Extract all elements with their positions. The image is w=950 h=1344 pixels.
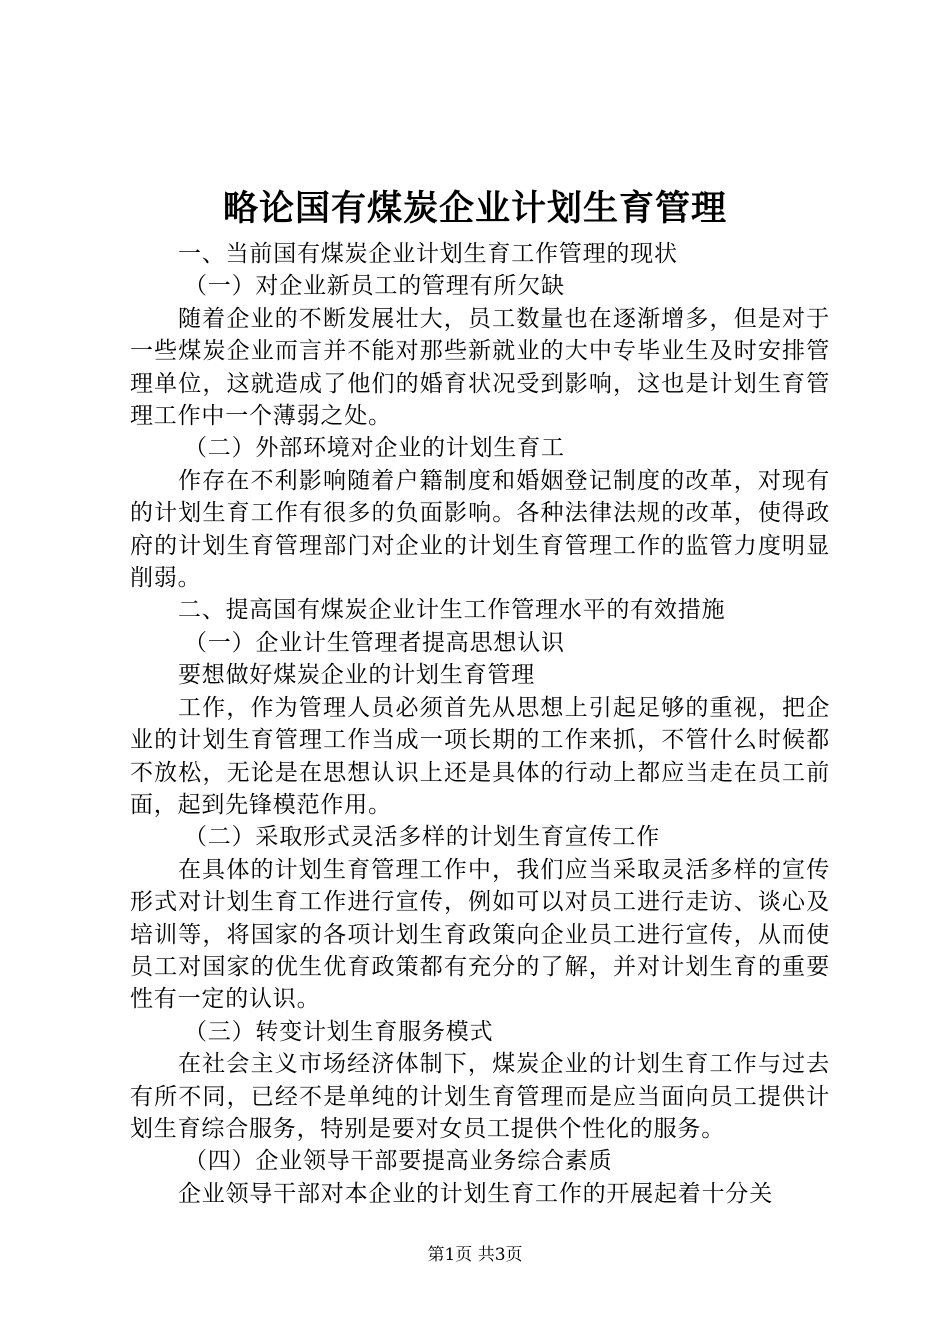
body-paragraph: 在社会主义市场经济体制下，煤炭企业的计划生育工作与过去有所不同，已经不是单纯的计划生育管理而是应当面向员工提供计划生育综合服务，特别是要对女员工提供个性化的服务。 [130,1051,830,1142]
body-paragraph: 作存在不利影响随着户籍制度和婚姻登记制度的改革，对现有的计划生育工作有很多的负面影响。各种法律法规的改革，使得政府的计划生育管理部门对企业的计划生育管理工作的监管力度明显削弱。 [130,467,830,592]
subsection-heading: （三）转变计划生育服务模式 [184,1018,494,1045]
body-paragraph: 随着企业的不断发展壮大，员工数量也在逐渐增多，但是对于一些煤炭企业而言并不能对那些新就业的大中专毕业生及时安排管理单位，这就造成了他们的婚育状况受到影响，这也是计划生育管理工作中一个薄弱之处。 [130,305,830,430]
subsection-heading: （二）采取形式灵活多样的计划生育宣传工作 [184,824,660,851]
section-heading: 二、提高国有煤炭企业计生工作管理水平的有效措施 [178,597,726,624]
body-paragraph: 要想做好煤炭企业的计划生育管理 [178,662,535,689]
subsection-heading: （二）外部环境对企业的计划生育工 [184,435,565,462]
subsection-heading: （四）企业领导干部要提高业务综合素质 [184,1148,613,1175]
subsection-heading: （一）对企业新员工的管理有所欠缺 [184,273,565,300]
subsection-heading: （一）企业计生管理者提高思想认识 [184,629,565,656]
section-heading: 一、当前国有煤炭企业计划生育工作管理的现状 [178,241,678,267]
page-footer: 第1页 共3页 [427,1245,523,1265]
body-paragraph: 企业领导干部对本企业的计划生育工作的开展起着十分关 [178,1180,773,1207]
body-paragraph: 在具体的计划生育管理工作中，我们应当采取灵活多样的宣传形式对计划生育工作进行宣传，例如可以对员工进行走访、谈心及培训等，将国家的各项计划生育政策向企业员工进行宣传，从而使员工对国家的优生优育政策都有充分的了解，并对计划生育的重要性有一定的认识。 [130,856,830,1013]
document-title: 略论国有煤炭企业计划生育管理 [222,188,727,229]
body-paragraph: 工作，作为管理人员必须首先从思想上引起足够的重视，把企业的计划生育管理工作当成一项长期的工作来抓，不管什么时候都不放松，无论是在思想认识上还是具体的行动上都应当走在员工前面，起到先锋模范作用。 [130,694,830,818]
document-body [130,238,830,1210]
